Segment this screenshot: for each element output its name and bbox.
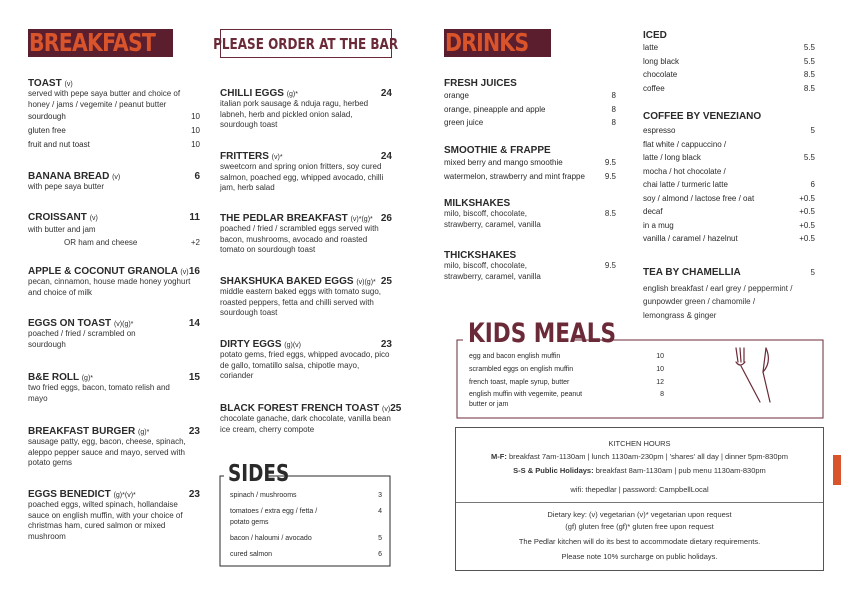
drinks-thickshakes: THICKSHAKES milo, biscoff, chocolate, strawberry, caramel, vanilla 9.5 bbox=[444, 250, 616, 281]
list-item: english muffin with vegemite, peanut butter or jam 8 bbox=[469, 391, 664, 408]
kitchen-hours-weekday: M-F: breakfast 7am-1130am | lunch 1130am-230pm | 'shares' all day | dinner 5pm-830pm bbox=[491, 452, 788, 461]
menu-item-toast: TOAST (v) served with pepe saya butter and choice of honey / jams / vegemite / peanut butter sourdough 10 gluten free 10 fruit and nut toast 10 bbox=[28, 78, 200, 152]
menu-item-banana-bread: BANANA BREAD (v) 6 with pepe saya butter bbox=[28, 171, 200, 191]
list-item: mixed berry and mango smoothie 9.5 bbox=[444, 158, 616, 167]
dietary-key: Dietary key: (v) vegetarian (v)* vegetarian upon request bbox=[547, 510, 732, 519]
list-item: bacon / haloumi / avocado 5 bbox=[230, 535, 382, 542]
list-item: french toast, maple syrup, butter 12 bbox=[469, 379, 664, 386]
page-edge-tab bbox=[833, 455, 841, 485]
menu-item-granola: APPLE & COCONUT GRANOLA (v) 16 pecan, cinnamon, house made honey yoghurt and choice of milk bbox=[28, 266, 200, 297]
list-item: orange, pineapple and apple 8 bbox=[444, 104, 616, 114]
order-at-bar-banner: PLEASE ORDER AT THE BAR bbox=[220, 29, 392, 58]
dietary-key-gf: (gf) gluten free (gf)* gluten free upon request bbox=[565, 522, 714, 531]
kids-list bbox=[469, 350, 664, 410]
menu-item-pedlar-breakfast: THE PEDLAR BREAKFAST (v)*(g)* 26 poached / fried / scrambled eggs served with bacon, mushrooms, avocado and roasted tomato on sourdough toast bbox=[220, 213, 392, 254]
dietary-note: The Pedlar kitchen will do its best to accommodate dietary requirements. bbox=[518, 537, 761, 546]
list-item: vanilla / caramel / hazelnut +0.5 bbox=[643, 234, 815, 243]
item-description: served with pepe saya butter and choice of honey / jams / vegemite / peanut butter bbox=[28, 89, 181, 109]
list-item: soy / almond / lactose free / oat +0.5 bbox=[643, 193, 815, 203]
list-item: long black 5.5 bbox=[643, 56, 815, 66]
fork-knife-icon bbox=[730, 344, 776, 406]
kitchen-hours-weekend: S-S & Public Holidays: breakfast 8am-1130am | pub menu 1130am-830pm bbox=[513, 466, 766, 475]
list-item: in a mug +0.5 bbox=[643, 220, 815, 230]
menu-item-shakshuka: SHAKSHUKA BAKED EGGS (v)(g)* 25 middle eastern baked eggs with tomato sugo, roasted peppers, fetta and chilli served with sourdough toast bbox=[220, 276, 392, 317]
list-item: watermelon, strawberry and mint frappe 9.5 bbox=[444, 171, 616, 181]
list-item: espresso 5 bbox=[643, 126, 815, 135]
list-item: cured salmon 6 bbox=[230, 551, 382, 558]
list-item: gluten free 10 bbox=[28, 126, 200, 135]
sides-list bbox=[230, 490, 382, 560]
list-item: mocha / hot chocolate / bbox=[643, 166, 726, 176]
menu-item-be-roll: B&E ROLL (g)* 15 two fried eggs, bacon, tomato relish and mayo bbox=[28, 372, 200, 403]
drinks-juices: FRESH JUICES orange 8 orange, pineapple and apple 8 green juice 8 bbox=[444, 78, 616, 130]
list-item: tomatoes / extra egg / fetta / potato gems 4 bbox=[230, 508, 382, 526]
menu-item-breakfast-burger: BREAKFAST BURGER (g)* 23 sausage patty, egg, bacon, cheese, spinach, aleppo pepper sauce and mayo, served with potato gems bbox=[28, 426, 200, 467]
sides-header: SIDES bbox=[228, 461, 290, 487]
menu-item-eggs-benedict: EGGS BENEDICT (g)*(v)* 23 poached eggs, wilted spinach, hollandaise sauce on english muffin, with your choice of christmas ham, cured salmon or mixed mushroom bbox=[28, 489, 200, 541]
list-item: fruit and nut toast 10 bbox=[28, 140, 200, 149]
drinks-tea: TEA BY CHAMELLIA 5 english breakfast / earl grey / peppermint / gunpowder green / chamomile / lemongrass & ginger bbox=[643, 267, 815, 320]
drinks-iced: ICED latte 5.5 long black 5.5 chocolate 8.5 coffee 8.5 bbox=[643, 30, 815, 95]
info-box bbox=[455, 427, 824, 571]
list-item: spinach / mushrooms 3 bbox=[230, 492, 382, 499]
list-item: orange 8 bbox=[444, 91, 616, 100]
list-item: chocolate 8.5 bbox=[643, 70, 815, 79]
menu-item-croissant: CROISSANT (v) 11 with butter and jam OR ham and cheese +2 bbox=[28, 212, 200, 247]
list-item: decaf +0.5 bbox=[643, 207, 815, 216]
list-item: latte / long black 5.5 bbox=[643, 153, 815, 162]
menu-item-chilli-eggs: CHILLI EGGS (g)* 24 italian pork sausage & nduja ragu, herbed labneh, herb and pickled onion salad, sourdough toast bbox=[220, 88, 392, 129]
drinks-coffee: COFFEE BY VENEZIANO espresso 5 flat white / cappuccino / latte / long black 5.5 mocha / hot chocolate / chai latte / turmeric latte 6 soy / almond / lactose free / oat +0.5 decaf +0.5 in a mug +0.5 vanilla / caramel / hazelnut +0.5 bbox=[643, 111, 815, 246]
kitchen-hours-title: KITCHEN HOURS bbox=[608, 439, 671, 448]
menu-item-dirty-eggs: DIRTY EGGS (g)(v) 23 potato gems, fried eggs, whipped avocado, pico de gallo, tomatillo salsa, chipotle mayo, coriander bbox=[220, 339, 392, 380]
list-item: latte 5.5 bbox=[643, 43, 815, 52]
menu-item-eggs-on-toast: EGGS ON TOAST (v)(g)* 14 poached / fried / scrambled on sourdough bbox=[28, 318, 200, 349]
wifi-info: wifi: thepedlar | password: CampbellLocal bbox=[570, 485, 709, 494]
kids-header: KIDS MEALS bbox=[468, 318, 617, 349]
list-item: green juice 8 bbox=[444, 118, 616, 127]
list-item: coffee 8.5 bbox=[643, 83, 815, 93]
breakfast-header: BREAKFAST bbox=[29, 28, 156, 57]
list-item: chai latte / turmeric latte 6 bbox=[643, 180, 815, 189]
surcharge-note: Please note 10% surcharge on public holidays. bbox=[561, 552, 718, 561]
list-item: egg and bacon english muffin 10 bbox=[469, 353, 664, 360]
drinks-header: DRINKS bbox=[445, 28, 529, 57]
list-item: flat white / cappuccino / bbox=[643, 139, 727, 149]
list-item: scrambled eggs on english muffin 10 bbox=[469, 366, 664, 373]
list-item: sourdough 10 bbox=[28, 112, 200, 121]
menu-item-fritters: FRITTERS (v)* 24 sweetcorn and spring onion fritters, soy cured salmon, poached egg, whipped avocado, chilli jam, herb salad bbox=[220, 151, 392, 192]
drinks-milkshakes: MILKSHAKES milo, biscoff, chocolate, strawberry, caramel, vanilla 8.5 bbox=[444, 198, 616, 229]
menu-item-black-forest: BLACK FOREST FRENCH TOAST (v) 25 chocolate ganache, dark chocolate, vanilla bean ice cream, cherry compote bbox=[220, 403, 402, 434]
drinks-smoothie: SMOOTHIE & FRAPPE mixed berry and mango smoothie 9.5 watermelon, strawberry and mint frappe 9.5 bbox=[444, 145, 616, 183]
